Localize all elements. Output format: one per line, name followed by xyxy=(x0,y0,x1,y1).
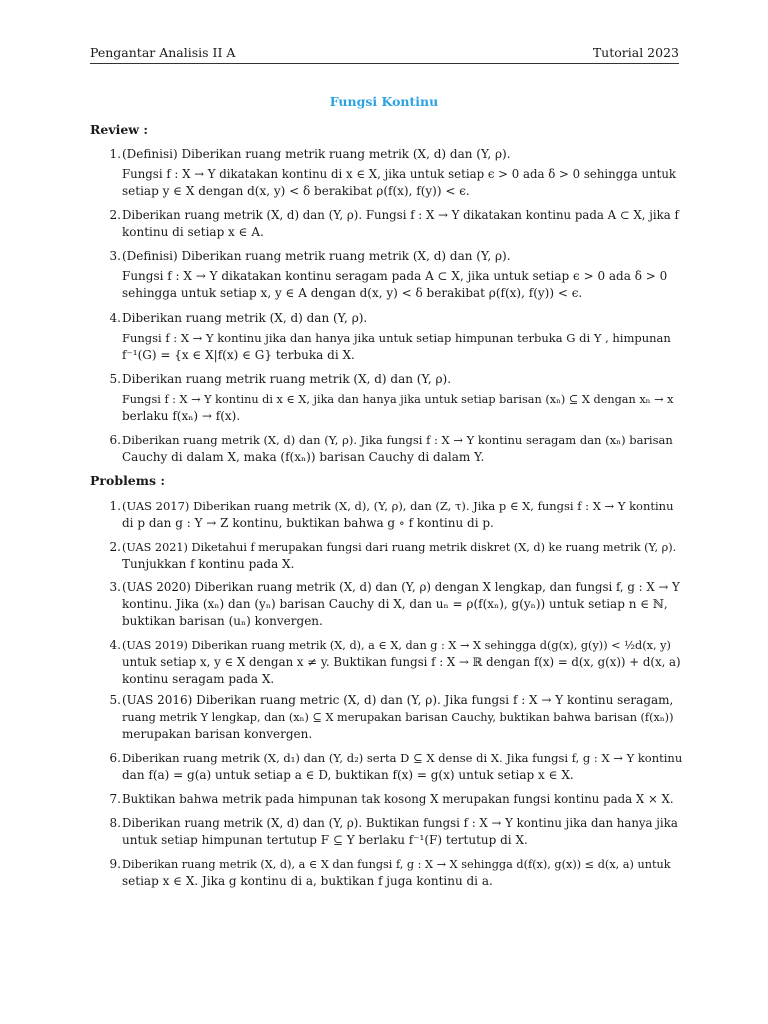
problem-line: di p dan g : Y → Z kontinu, buktikan bahwa g ∘ f kontinu di p. xyxy=(122,516,494,530)
problem-line: (UAS 2020) Diberikan ruang metrik (X, d) dan (Y, ρ) dengan X lengkap, dan fungsi f, g : X → Y xyxy=(122,580,680,594)
review-line: Fungsi f : X → Y dikatakan kontinu seragam pada A ⊂ X, jika untuk setiap ϵ > 0 ada δ > 0 xyxy=(122,269,668,283)
problem-line: (UAS 2016) Diberikan ruang metric (X, d) dan (Y, ρ). Jika fungsi f : X → Y kontinu seragam, xyxy=(122,693,674,707)
problem-line: untuk setiap himpunan tertutup F ⊆ Y berlaku f⁻¹(F) tertutup di X. xyxy=(122,833,528,847)
review-item-number: 6. xyxy=(109,433,121,447)
review-line: Fungsi f : X → Y kontinu jika dan hanya jika untuk setiap himpunan terbuka G di Y , himpunan xyxy=(122,331,671,345)
review-line: berlaku f(xₙ) → f(x). xyxy=(122,409,241,423)
problem-line: Buktikan bahwa metrik pada himpunan tak kosong X merupakan fungsi kontinu pada X × X. xyxy=(122,792,674,806)
header-course: Pengantar Analisis II A xyxy=(90,45,236,60)
problem-line: buktikan barisan (uₙ) konvergen. xyxy=(122,614,323,628)
problem-item-number: 6. xyxy=(109,751,121,765)
review-line: (Definisi) Diberikan ruang metrik ruang metrik (X, d) dan (Y, ρ). xyxy=(122,249,511,263)
problem-line: dan f(a) = g(a) untuk setiap a ∈ D, buktikan f(x) = g(x) untuk setiap x ∈ X. xyxy=(122,768,574,782)
problem-line: untuk setiap x, y ∈ X dengan x ≠ y. Buktikan fungsi f : X → ℝ dengan f(x) = d(x, g(x)) + d(x, a) xyxy=(122,655,681,669)
review-line: setiap y ∈ X dengan d(x, y) < δ berakibat ρ(f(x), f(y)) < ϵ. xyxy=(122,184,470,198)
problem-line: Diberikan ruang metrik (X, d) dan (Y, ρ). Buktikan fungsi f : X → Y kontinu jika dan hanya jika xyxy=(122,816,678,830)
review-heading: Review : xyxy=(90,122,149,137)
problem-line: Diberikan ruang metrik (X, d₁) dan (Y, d₂) serta D ⊆ X dense di X. Jika fungsi f, g : X → Y kontinu xyxy=(122,751,683,765)
problem-item-number: 1. xyxy=(109,499,121,513)
problem-item-number: 7. xyxy=(109,792,121,806)
problem-item-number: 5. xyxy=(109,693,121,707)
problems-heading: Problems : xyxy=(90,473,165,488)
problem-line: (UAS 2021) Diketahui f merupakan fungsi dari ruang metrik diskret (X, d) ke ruang metrik (Y, ρ). xyxy=(122,541,677,554)
header-tutorial: Tutorial 2023 xyxy=(592,45,679,60)
review-line: sehingga untuk setiap x, y ∈ A dengan d(x, y) < δ berakibat ρ(f(x), f(y)) < ϵ. xyxy=(122,286,583,300)
problem-item-number: 9. xyxy=(109,857,121,871)
review-line: Fungsi f : X → Y kontinu di x ∈ X, jika dan hanya jika untuk setiap barisan (xₙ) ⊆ X dengan xₙ → x xyxy=(122,393,674,406)
review-line: Diberikan ruang metrik (X, d) dan (Y, ρ). xyxy=(122,311,368,325)
review-line: kontinu di setiap x ∈ A. xyxy=(122,225,264,239)
problem-item-number: 3. xyxy=(109,580,121,594)
page-title: Fungsi Kontinu xyxy=(329,94,439,109)
review-item-number: 5. xyxy=(109,372,121,386)
review-line: Diberikan ruang metrik (X, d) dan (Y, ρ). Jika fungsi f : X → Y kontinu seragam dan (xₙ) barisan xyxy=(122,433,673,447)
problem-line: ruang metrik Y lengkap, dan (xₙ) ⊆ X merupakan barisan Cauchy, buktikan bahwa barisan (f(xₙ)) xyxy=(122,711,674,724)
problem-item-number: 4. xyxy=(109,638,121,652)
review-item-number: 2. xyxy=(109,208,121,222)
review-line: Cauchy di dalam X, maka (f(xₙ)) barisan Cauchy di dalam Y. xyxy=(122,450,485,464)
problem-line: merupakan barisan konvergen. xyxy=(122,727,313,741)
problem-line: (UAS 2019) Diberikan ruang metrik (X, d), a ∈ X, dan g : X → X sehingga d(g(x), g(y)) < ½d(x, y) xyxy=(122,639,671,652)
problem-line: setiap x ∈ X. Jika g kontinu di a, buktikan f juga kontinu di a. xyxy=(122,874,493,888)
problem-item-number: 8. xyxy=(109,816,121,830)
problem-item-number: 2. xyxy=(109,540,121,554)
review-item-number: 1. xyxy=(109,147,121,161)
review-item-number: 3. xyxy=(109,249,121,263)
header-rule xyxy=(90,63,679,64)
review-line: f⁻¹(G) = {x ∈ X|f(x) ∈ G} terbuka di X. xyxy=(122,348,355,362)
problem-line: Diberikan ruang metrik (X, d), a ∈ X dan fungsi f, g : X → X sehingga d(f(x), g(x)) ≤ d(x, a) untuk xyxy=(122,858,671,871)
review-item-number: 4. xyxy=(109,311,121,325)
problem-line: (UAS 2017) Diberikan ruang metrik (X, d), (Y, ρ), dan (Z, τ). Jika p ∈ X, fungsi f : X → Y kontinu xyxy=(122,499,674,513)
review-line: Diberikan ruang metrik (X, d) dan (Y, ρ). Fungsi f : X → Y dikatakan kontinu pada A ⊂ X, jika f xyxy=(122,208,679,222)
problem-line: kontinu. Jika (xₙ) dan (yₙ) barisan Cauchy di X, dan uₙ = ρ(f(xₙ), g(yₙ)) untuk setiap n ∈ ℕ, xyxy=(122,597,668,611)
problem-line: kontinu seragam pada X. xyxy=(122,672,275,686)
review-line: (Definisi) Diberikan ruang metrik ruang metrik (X, d) dan (Y, ρ). xyxy=(122,147,511,161)
problem-line: Tunjukkan f kontinu pada X. xyxy=(122,557,295,571)
review-line: Diberikan ruang metrik ruang metrik (X, d) dan (Y, ρ). xyxy=(122,372,452,386)
review-line: Fungsi f : X → Y dikatakan kontinu di x ∈ X, jika untuk setiap ϵ > 0 ada δ > 0 sehingga untuk xyxy=(122,167,677,181)
